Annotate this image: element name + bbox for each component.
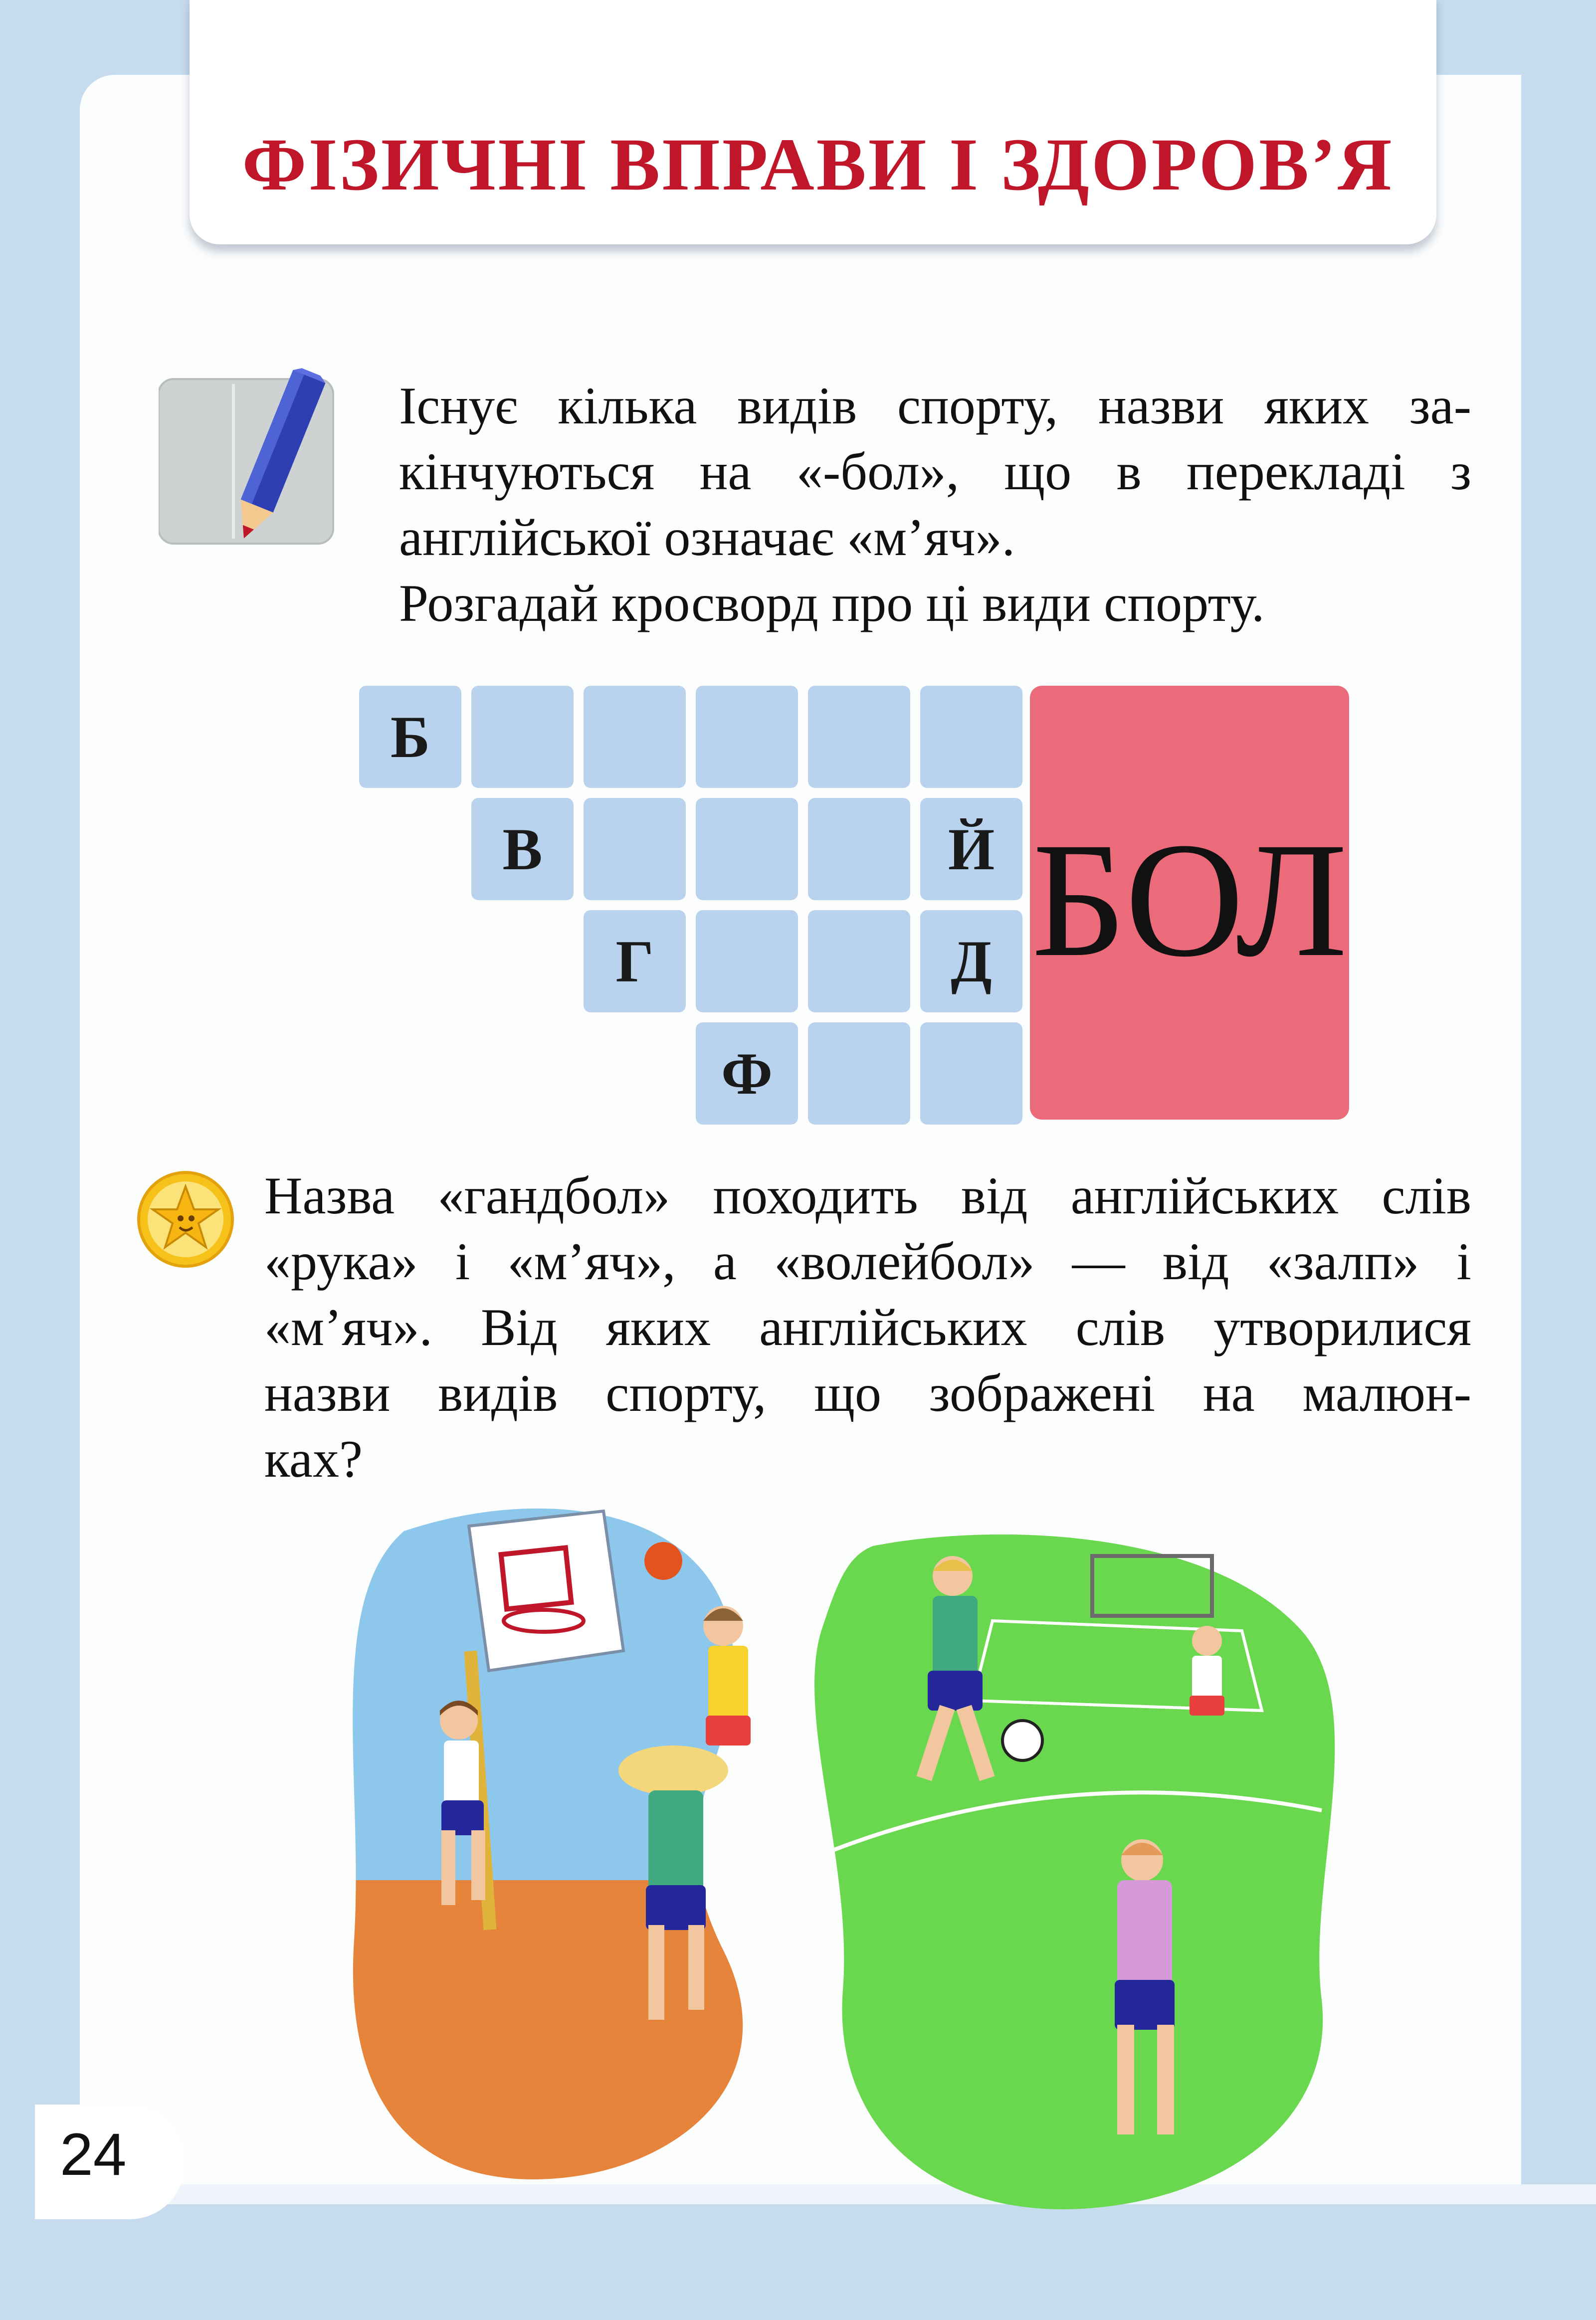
task2-line: Назва «гандбол» походить від англійських слів [264,1166,1471,1225]
task1-line: кінчуються на «-бол», що в перекладі з [399,442,1471,501]
crossword-cell[interactable] [696,798,798,900]
crossword-cell[interactable] [808,1022,910,1125]
crossword-cell[interactable] [808,798,910,900]
pencil-icon [159,364,353,554]
sports-illustration [344,1501,1347,2239]
crossword-clue-letter: Ф [721,1040,773,1107]
page-title: ФІЗИЧНІ ВПРАВИ І ЗДОРОВ’Я [242,123,1394,206]
crossword-cell[interactable] [584,686,686,788]
page-number: 24 [60,2121,127,2188]
title-tab [190,0,1436,244]
crossword-clue-letter: В [502,816,543,882]
task2-line: «м’яч». Від яких англійських слів утворилися [264,1298,1471,1356]
crossword-clue-letter: Б [390,704,430,770]
crossword-cell[interactable] [696,910,798,1012]
crossword-cell[interactable] [696,686,798,788]
crossword-cell[interactable] [920,686,1022,788]
crossword-clue-letter: Г [615,928,654,994]
basketball-scene [344,1501,793,2229]
task1-text [399,373,1471,636]
crossword-cell[interactable] [808,910,910,1012]
suffix-text: БОЛ [1031,809,1348,991]
task1-line: Розгадай кросворд про ці види спорту. [399,574,1265,632]
football-scene [793,1501,1347,2239]
star-icon [136,1169,235,1269]
crossword-clue-letter: Д [951,928,992,994]
crossword-cell[interactable] [471,686,574,788]
task2-line: назви видів спорту, що зображені на малюн- [264,1364,1471,1422]
crossword-cell[interactable] [808,686,910,788]
task2-line: ках? [264,1430,363,1488]
crossword-cell[interactable] [920,1022,1022,1125]
task1-line: Існує кілька видів спорту, назви яких за- [399,377,1471,435]
task2-text [264,1163,1471,1492]
task2-line: «рука» і «м’яч», а «волейбол» — від «залп» і [264,1232,1471,1291]
task1-line: англійської означає «м’яч». [399,508,1015,567]
crossword-clue-letter: Й [948,816,995,882]
crossword-cell[interactable] [584,798,686,900]
